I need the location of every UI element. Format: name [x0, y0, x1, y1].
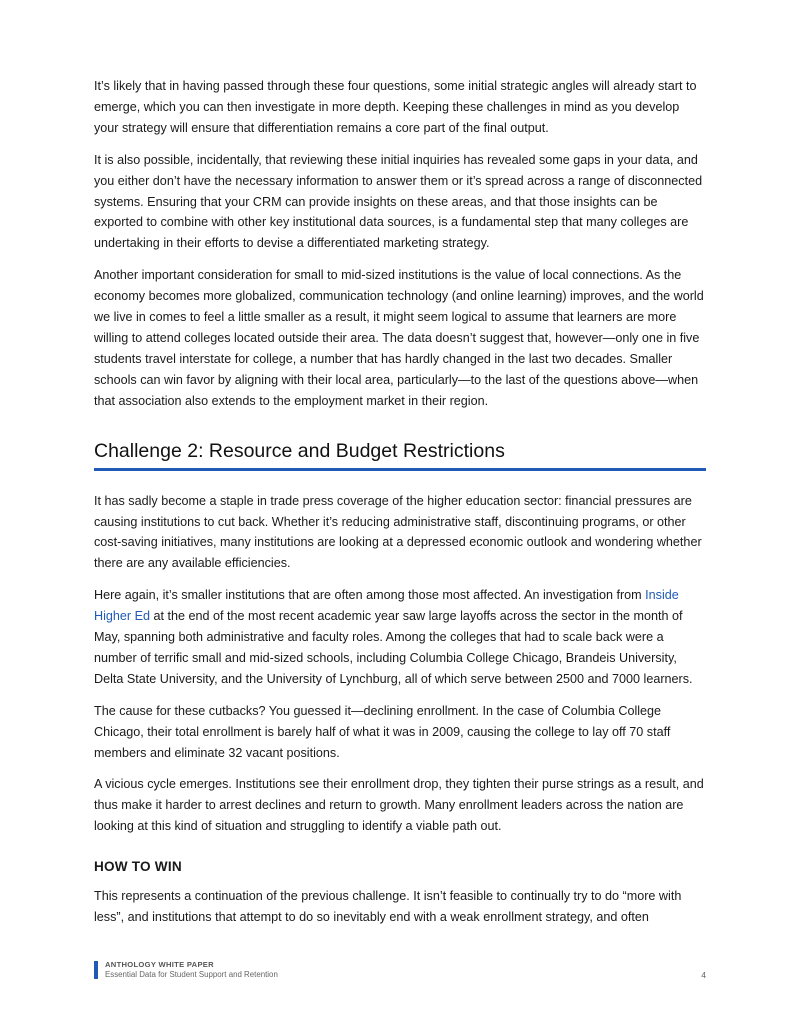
body-paragraph: The cause for these cutbacks? You guessed it—declining enrollment. In the case of Columbia College Chicago, their total enrollment is barely half of what it was in 2009, causing the college to lay off 70 staff members and eliminate 32 vacant positions.	[94, 703, 671, 760]
body-paragraph: Another important consideration for small to mid-sized institutions is the value of local connections. As the economy becomes more globalized, communication technology (and online learning) improves, and the world we live in comes to feel a little smaller as a result, it might seem logical to assume that learners are more willing to attend colleges located outside their area. The data doesn’t suggest that, however—only one in five students travel interstate for college, a number that has hardly changed in the last two decades. Smaller schools can win favor by aligning with their local area, particularly—to the last of the questions above—when that association also extends to the employment market in their region.	[94, 268, 704, 408]
paragraph-text: Here again, it’s smaller institutions that are often among those most affected. An investigation from	[94, 588, 646, 603]
subheading: HOW TO WIN	[94, 859, 182, 875]
paragraph-text: at the end of the most recent academic year saw large layoffs across the sector in the month of May, spanning both administrative and faculty roles. Among the colleges that had to scale back were a number of terrific small and mid-sized schools, including Columbia College Chicago, Brandeis University, Delta State University, and the University of Lynchburg, all of which serve between 2500 and 7000 learners.	[94, 609, 693, 686]
footer-subtitle: Essential Data for Student Support and Retention	[105, 970, 278, 979]
page-number: 4	[701, 970, 706, 980]
page-content	[94, 76, 706, 939]
page-footer	[94, 960, 706, 984]
body-paragraph: This represents a continuation of the previous challenge. It isn’t feasible to continually try to do “more with less”, and institutions that attempt to do so inevitably end with a weak enrollment strategy, and often	[94, 889, 682, 925]
body-paragraph: It has sadly become a staple in trade press coverage of the higher education sector: financial pressures are causing institutions to cut back. Whether it’s reducing administrative staff, discontinuing programs, or other cost-saving initiatives, many institutions are looking at a depressed economic outlook and wondering whether there are any available efficiencies.	[94, 493, 702, 571]
footer-accent-bar	[94, 961, 98, 979]
body-paragraph: It is also possible, incidentally, that reviewing these initial inquiries has revealed some gaps in your data, and you either don’t have the necessary information to answer them or it’s spread across a range of disconnected systems. Ensuring that your CRM can provide insights on these areas, and that those insights can be exported to combine with other key institutional data sources, is a fundamental step that many colleges are undertaking in their efforts to devise a differentiated marketing strategy.	[94, 152, 703, 251]
footer-title: ANTHOLOGY WHITE PAPER	[105, 960, 214, 969]
body-paragraph	[94, 585, 706, 690]
body-paragraph: A vicious cycle emerges. Institutions see their enrollment drop, they tighten their purse strings as a result, and thus make it harder to arrest declines and return to growth. Many enrollment leaders across the nation are looking at this kind of situation and struggling to identify a viable path out.	[94, 777, 704, 834]
body-paragraph: It’s likely that in having passed through these four questions, some initial strategic angles will already start to emerge, which you can then investigate in more depth. Keeping these challenges in mind as you develop your strategy will ensure that differentiation remains a core part of the final output.	[94, 79, 697, 135]
inside-higher-ed-link[interactable]: Inside Higher Ed	[94, 588, 679, 624]
section-heading: Challenge 2: Resource and Budget Restrictions	[94, 438, 706, 471]
